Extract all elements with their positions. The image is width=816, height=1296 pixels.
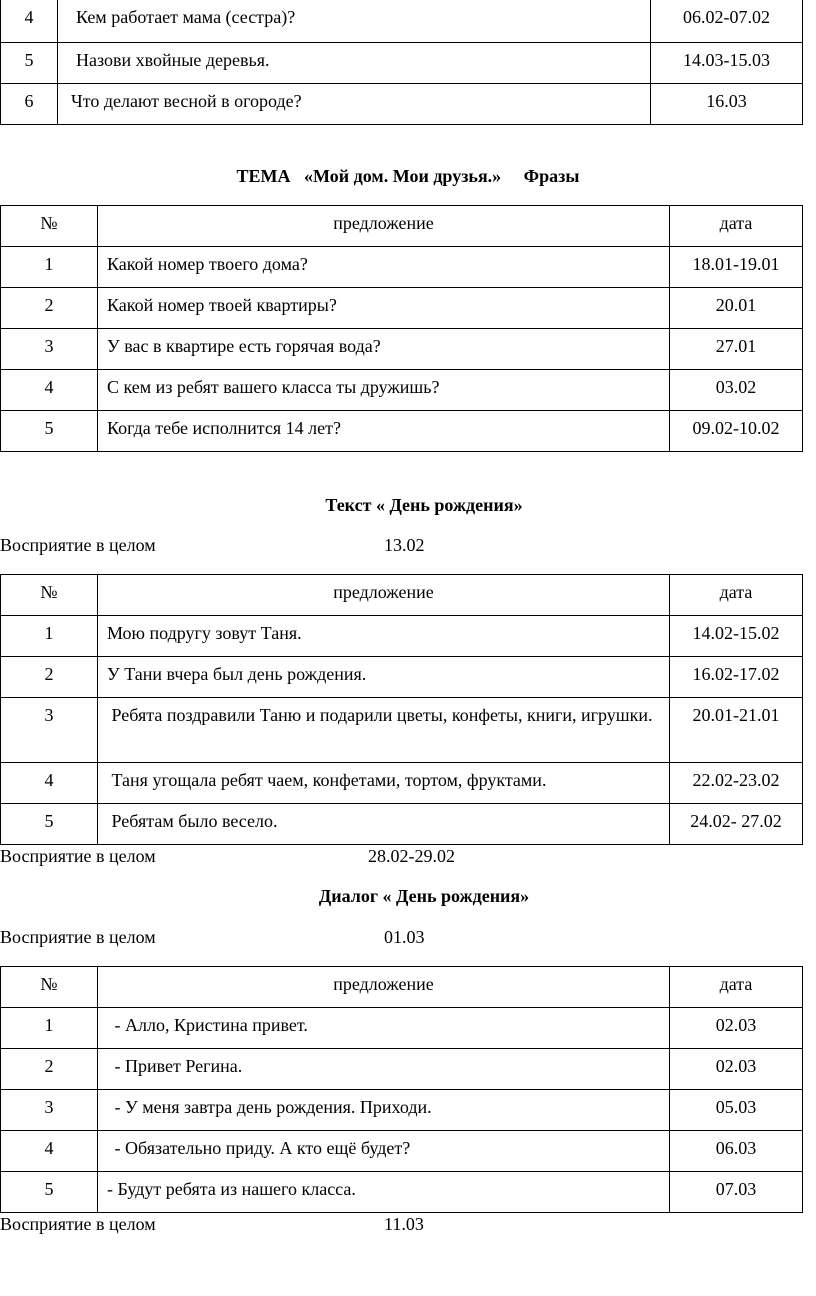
table-row bbox=[1, 329, 803, 370]
column-header-date: дата bbox=[670, 575, 803, 616]
row-sentence: - Привет Регина. bbox=[98, 1049, 670, 1090]
row-number: 5 bbox=[1, 804, 98, 845]
table-row bbox=[1, 0, 803, 42]
row-date: 16.03 bbox=[651, 83, 803, 124]
row-date: 05.03 bbox=[670, 1090, 803, 1131]
row-number: 2 bbox=[1, 657, 98, 698]
row-date: 27.01 bbox=[670, 329, 803, 370]
row-number: 3 bbox=[1, 1090, 98, 1131]
row-date: 06.03 bbox=[670, 1131, 803, 1172]
row-date: 14.02-15.02 bbox=[670, 616, 803, 657]
row-sentence: - Обязательно приду. А кто ещё будет? bbox=[98, 1131, 670, 1172]
row-number: 3 bbox=[1, 329, 98, 370]
row-sentence: Назови хвойные деревья. bbox=[58, 42, 651, 83]
row-sentence: Что делают весной в огороде? bbox=[58, 83, 651, 124]
table-top bbox=[0, 0, 803, 125]
table-row bbox=[1, 1172, 803, 1213]
table-row bbox=[1, 616, 803, 657]
row-sentence: С кем из ребят вашего класса ты дружишь? bbox=[98, 370, 670, 411]
table-row bbox=[1, 42, 803, 83]
row-date: 16.02-17.02 bbox=[670, 657, 803, 698]
row-sentence: Мою подругу зовут Таня. bbox=[98, 616, 670, 657]
row-sentence: Кем работает мама (сестра)? bbox=[58, 0, 651, 42]
perception-date: 11.03 bbox=[384, 1214, 424, 1234]
row-number: 1 bbox=[1, 247, 98, 288]
row-date: 14.03-15.03 bbox=[651, 42, 803, 83]
row-sentence: - Алло, Кристина привет. bbox=[98, 1008, 670, 1049]
table-row bbox=[1, 657, 803, 698]
row-sentence: Таня угощала ребят чаем, конфетами, тортом, фруктами. bbox=[98, 763, 670, 804]
table-row bbox=[1, 1049, 803, 1090]
row-date: 22.02-23.02 bbox=[670, 763, 803, 804]
section-title: Текст « День рождения» bbox=[325, 495, 523, 515]
column-header-sentence: предложение bbox=[98, 206, 670, 247]
table-header-row bbox=[1, 575, 803, 616]
row-number: 5 bbox=[1, 411, 98, 452]
column-header-number: № bbox=[1, 206, 98, 247]
column-header-number: № bbox=[1, 967, 98, 1008]
row-sentence: Ребятам было весело. bbox=[98, 804, 670, 845]
table-row bbox=[1, 698, 803, 763]
table-row bbox=[1, 763, 803, 804]
row-sentence: - Будут ребята из нашего класса. bbox=[98, 1172, 670, 1213]
row-date: 20.01-21.01 bbox=[670, 698, 803, 763]
section-title: Диалог « День рождения» bbox=[318, 886, 530, 906]
row-sentence: Какой номер твоей квартиры? bbox=[98, 288, 670, 329]
column-header-number: № bbox=[1, 575, 98, 616]
row-date: 02.03 bbox=[670, 1008, 803, 1049]
table-row bbox=[1, 370, 803, 411]
table-row bbox=[1, 1090, 803, 1131]
row-number: 4 bbox=[1, 370, 98, 411]
table-row bbox=[1, 1131, 803, 1172]
row-date: 20.01 bbox=[670, 288, 803, 329]
column-header-sentence: предложение bbox=[98, 575, 670, 616]
table-header-row bbox=[1, 206, 803, 247]
row-number: 4 bbox=[1, 763, 98, 804]
row-date: 03.02 bbox=[670, 370, 803, 411]
row-number: 1 bbox=[1, 1008, 98, 1049]
row-date: 18.01-19.01 bbox=[670, 247, 803, 288]
row-date: 24.02- 27.02 bbox=[670, 804, 803, 845]
row-sentence: Когда тебе исполнится 14 лет? bbox=[98, 411, 670, 452]
row-number: 4 bbox=[1, 0, 58, 42]
table-header-row bbox=[1, 967, 803, 1008]
table-row bbox=[1, 83, 803, 124]
perception-date: 01.03 bbox=[384, 927, 425, 947]
section-title: ТЕМА «Мой дом. Мои друзья.» Фразы bbox=[236, 166, 580, 186]
table-text-birthday bbox=[0, 574, 803, 845]
row-sentence: - У меня завтра день рождения. Приходи. bbox=[98, 1090, 670, 1131]
table-row bbox=[1, 288, 803, 329]
row-date: 09.02-10.02 bbox=[670, 411, 803, 452]
row-date: 02.03 bbox=[670, 1049, 803, 1090]
column-header-sentence: предложение bbox=[98, 967, 670, 1008]
row-date: 06.02-07.02 bbox=[651, 0, 803, 42]
row-number: 2 bbox=[1, 288, 98, 329]
row-number: 2 bbox=[1, 1049, 98, 1090]
row-number: 5 bbox=[1, 42, 58, 83]
row-sentence: У вас в квартире есть горячая вода? bbox=[98, 329, 670, 370]
row-number: 4 bbox=[1, 1131, 98, 1172]
row-sentence: Ребята поздравили Таню и подарили цветы, конфеты, книги, игрушки. bbox=[98, 698, 670, 763]
column-header-date: дата bbox=[670, 206, 803, 247]
column-header-date: дата bbox=[670, 967, 803, 1008]
row-number: 1 bbox=[1, 616, 98, 657]
perception-label: Восприятие в целом bbox=[0, 535, 156, 555]
row-sentence: Какой номер твоего дома? bbox=[98, 247, 670, 288]
table-row bbox=[1, 411, 803, 452]
table-row bbox=[1, 247, 803, 288]
row-number: 6 bbox=[1, 83, 58, 124]
row-number: 3 bbox=[1, 698, 98, 763]
row-date: 07.03 bbox=[670, 1172, 803, 1213]
row-number: 5 bbox=[1, 1172, 98, 1213]
table-phrases bbox=[0, 205, 803, 452]
row-sentence: У Тани вчера был день рождения. bbox=[98, 657, 670, 698]
perception-label: Восприятие в целом bbox=[0, 927, 156, 947]
table-row bbox=[1, 804, 803, 845]
table-row bbox=[1, 1008, 803, 1049]
perception-label: Восприятие в целом bbox=[0, 1214, 156, 1234]
perception-date: 28.02-29.02 bbox=[368, 846, 455, 866]
perception-label: Восприятие в целом bbox=[0, 846, 156, 866]
table-dialog-birthday bbox=[0, 966, 803, 1213]
perception-date: 13.02 bbox=[384, 535, 425, 555]
